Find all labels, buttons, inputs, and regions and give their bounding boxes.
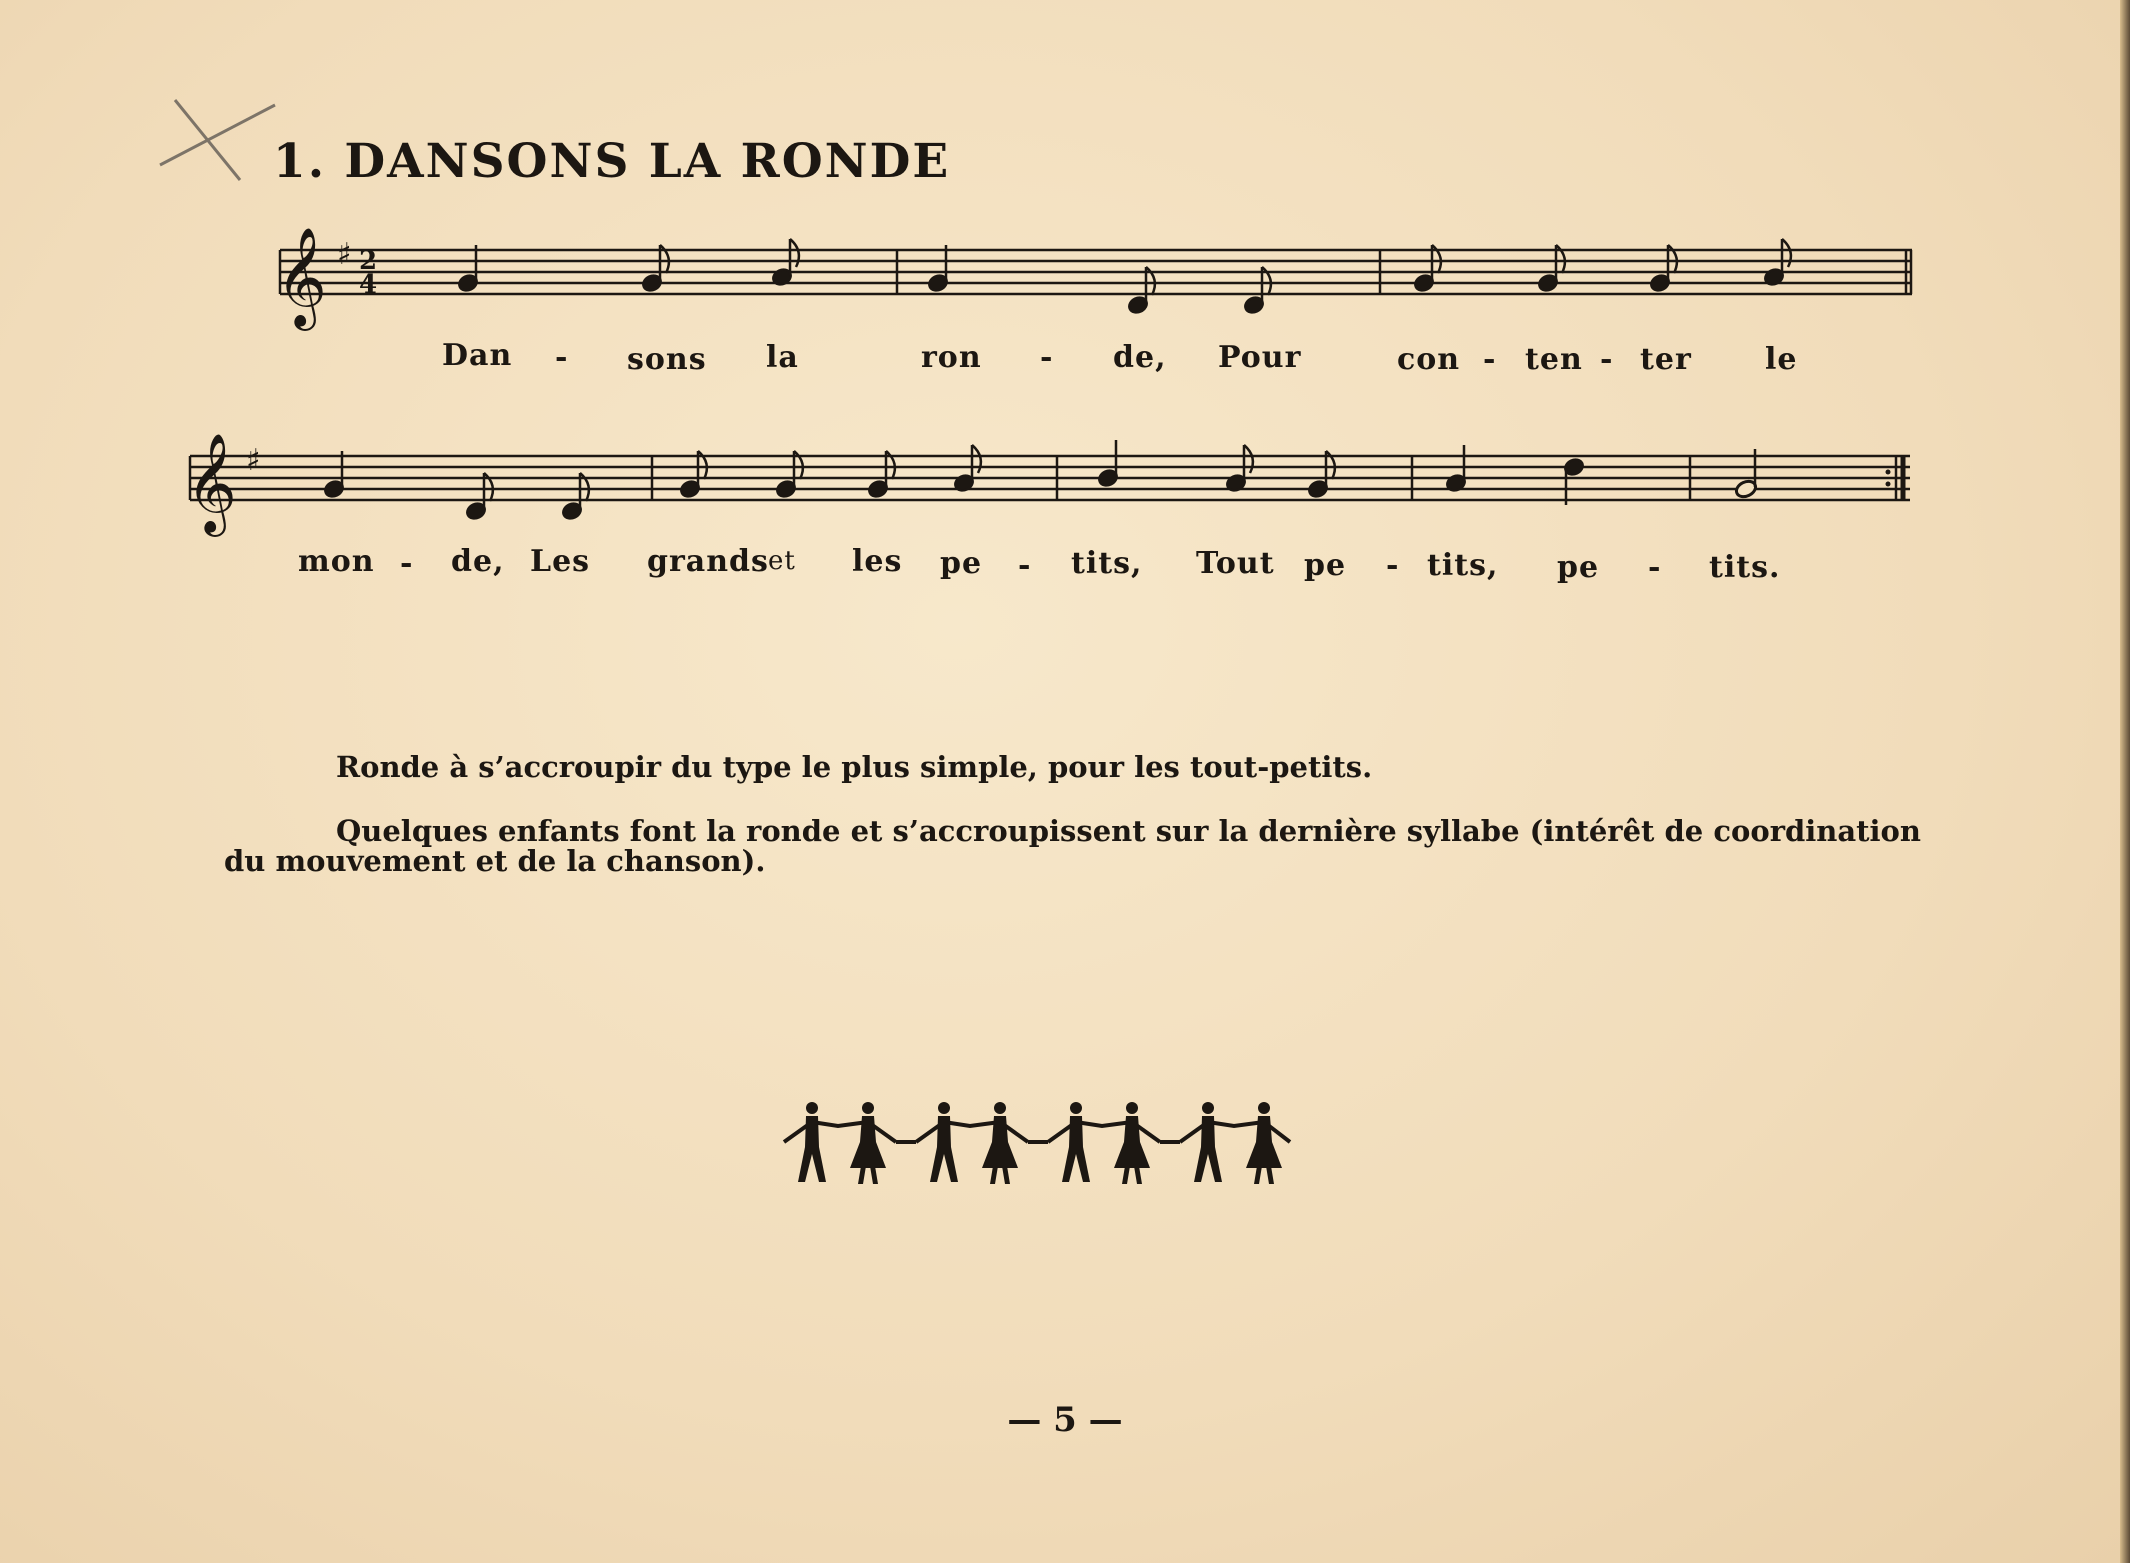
lyric-syllable: sons	[627, 342, 707, 377]
lyric-syllable: pe	[940, 546, 983, 581]
lyric-syllable: Les	[530, 544, 591, 579]
lyric-hyphen: -	[1600, 342, 1614, 377]
time-signature-bottom: 4	[359, 270, 378, 300]
time-signature-top: 2	[359, 246, 378, 276]
eighth-note	[465, 473, 493, 521]
lyric-syllable: ter	[1640, 342, 1692, 377]
lyric-syllable: de,	[451, 544, 505, 579]
treble-clef-icon: 𝄞	[186, 433, 237, 533]
eighth-note	[953, 445, 981, 493]
lyric-hyphen: -	[555, 340, 569, 375]
quarter-note	[1563, 457, 1585, 505]
lyric-syllable: les	[852, 544, 903, 579]
children-holding-hands-icon	[780, 1098, 1300, 1188]
lyric-syllable: pe	[1557, 550, 1600, 585]
lyric-syllable: tits.	[1709, 550, 1781, 585]
eighth-note	[1225, 445, 1253, 493]
lyric-hyphen: -	[1040, 340, 1054, 375]
sharp-icon: ♯	[246, 443, 261, 478]
lyric-syllable: Dan	[442, 338, 513, 373]
sharp-icon: ♯	[337, 237, 352, 272]
description-paragraph-2-line-1: Quelques enfants font la ronde et s’accroupissent sur la dernière syllabe (intérêt de coordination	[336, 814, 1921, 848]
lyric-hyphen: -	[1483, 342, 1497, 377]
lyric-syllable: ron	[921, 340, 982, 375]
lyric-syllable: mon	[298, 544, 375, 579]
lyric-syllable: grands	[647, 544, 769, 579]
lyric-syllable: tits,	[1071, 546, 1143, 581]
lyric-syllable: con	[1397, 342, 1461, 377]
song-title: 1. DANSONS LA RONDE	[273, 134, 951, 189]
lyric-hyphen: -	[1648, 550, 1662, 585]
page-number: — 5 —	[1007, 1400, 1123, 1440]
description-paragraph-1: Ronde à s’accroupir du type le plus simple, pour les tout-petits.	[336, 750, 1373, 784]
quarter-note	[323, 451, 345, 499]
lyric-syllable: de,	[1113, 340, 1167, 375]
eighth-note	[561, 473, 589, 521]
eighth-note	[679, 451, 707, 499]
quarter-note	[1445, 445, 1467, 493]
eighth-note	[775, 451, 803, 499]
quarter-note	[1097, 440, 1119, 488]
treble-clef-icon: 𝄞	[276, 227, 327, 327]
description-paragraph-2-line-2: du mouvement et de la chanson).	[224, 844, 766, 878]
eighth-note	[1307, 451, 1335, 499]
lyric-hyphen: -	[1386, 548, 1400, 583]
lyric-syllable: la	[766, 340, 799, 375]
lyric-syllable: pe	[1304, 548, 1347, 583]
lyric-syllable: ten	[1525, 342, 1583, 377]
lyric-syllable: Pour	[1218, 340, 1302, 375]
lyric-syllable: le	[1765, 342, 1798, 377]
music-staff-line-2	[0, 0, 2130, 600]
lyric-hyphen: -	[1018, 548, 1032, 583]
lyric-syllable: et	[768, 546, 796, 576]
lyric-syllable: tits,	[1427, 548, 1499, 583]
lyric-hyphen: -	[400, 546, 414, 581]
lyric-syllable: Tout	[1196, 546, 1275, 581]
eighth-note	[867, 451, 895, 499]
